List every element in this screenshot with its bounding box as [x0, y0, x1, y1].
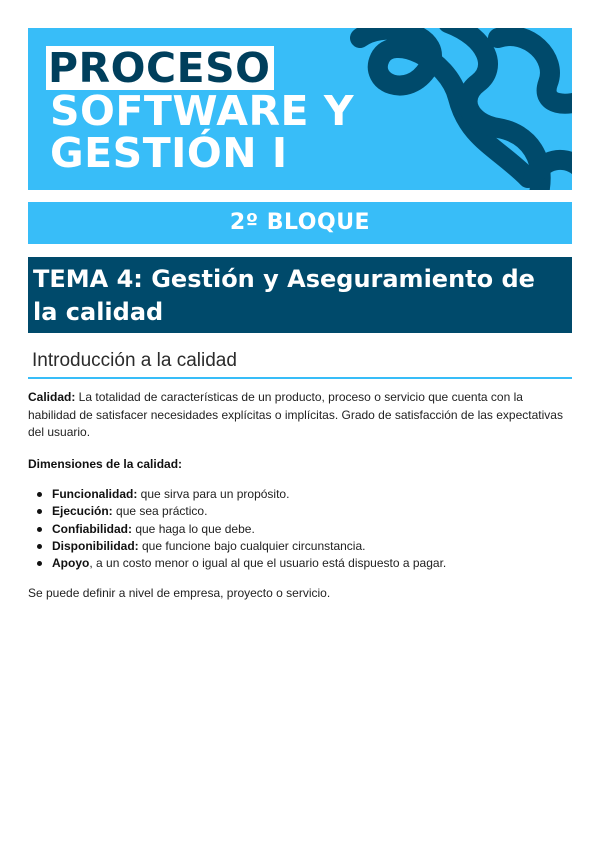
topic-title: TEMA 4: Gestión y Aseguramiento de la calidad	[28, 257, 572, 333]
dimensions-list	[28, 486, 572, 572]
definition-text: La totalidad de características de un producto, proceso o servicio que cuenta con la habilidad de satisfacer necesidades explícitas o implícitas. Grado de satisfacción de las expectativas del usuario.	[28, 390, 563, 439]
list-item: Ejecución: que sea práctico.	[28, 503, 572, 520]
header-banner	[28, 28, 572, 190]
title-line-3: GESTIÓN I	[50, 129, 288, 177]
closing-paragraph: Se puede definir a nivel de empresa, proyecto o servicio.	[28, 586, 331, 601]
bullet-icon	[37, 527, 42, 532]
title-line-2: SOFTWARE Y	[50, 87, 355, 135]
definition-term: Calidad:	[28, 390, 76, 404]
list-item: Disponibilidad: que funcione bajo cualquier circunstancia.	[28, 538, 572, 555]
block-label: 2º BLOQUE	[28, 202, 572, 244]
section-title: Introducción a la calidad	[32, 350, 237, 371]
definition-paragraph	[28, 389, 572, 442]
section-content	[28, 389, 572, 603]
list-item: Funcionalidad: que sirva para un propósito.	[28, 486, 572, 503]
bullet-icon	[37, 509, 42, 514]
dimensions-heading: Dimensiones de la calidad:	[28, 456, 183, 471]
section-divider	[28, 377, 572, 379]
list-item: Apoyo, a un costo menor o igual al que el usuario está dispuesto a pagar.	[28, 555, 572, 572]
list-item: Confiabilidad: que haga lo que debe.	[28, 521, 572, 538]
bullet-icon	[37, 561, 42, 566]
title-line-1: PROCESO	[46, 46, 274, 90]
bullet-icon	[37, 544, 42, 549]
bullet-icon	[37, 492, 42, 497]
